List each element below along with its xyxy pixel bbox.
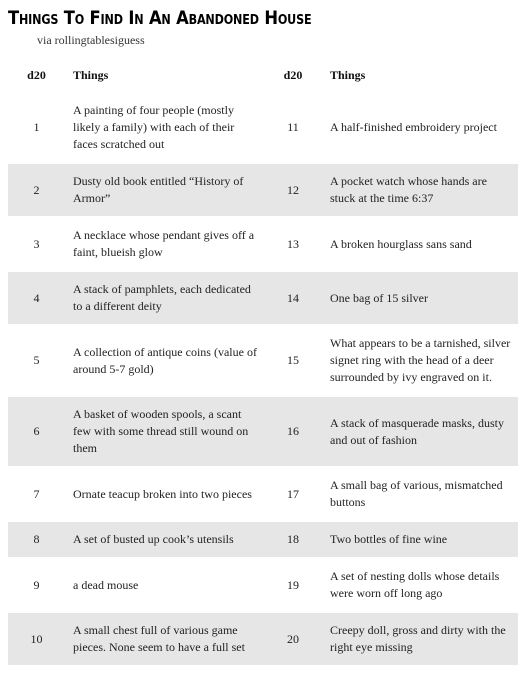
roll-number: 8 [8,521,65,558]
thing-text: A stack of pamphlets, each dedicated to a different deity [65,271,264,325]
roll-number: 2 [8,163,65,217]
things-table [8,60,518,667]
thing-text: A small bag of various, mismatched buttons [322,467,518,521]
roll-number: 4 [8,271,65,325]
page-title: Things To Find In An Abandoned House [8,7,312,29]
header-things-right: Things [330,68,366,82]
thing-text: Two bottles of fine wine [322,521,518,558]
thing-text: A pocket watch whose hands are stuck at the time 6:37 [322,163,518,217]
roll-number: 14 [264,271,322,325]
table-row [8,521,518,558]
thing-text: A necklace whose pendant gives off a faint, blueish glow [65,217,264,271]
table-row [8,558,518,612]
table-header-row [8,60,518,93]
thing-text: a dead mouse [65,558,264,612]
roll-number: 12 [264,163,322,217]
thing-text: A half-finished embroidery project [322,93,518,163]
roll-number: 17 [264,467,322,521]
header-die-left: d20 [27,68,46,82]
roll-number: 18 [264,521,322,558]
roll-number: 1 [8,93,65,163]
thing-text: Creepy doll, gross and dirty with the right eye missing [322,612,518,666]
table-row [8,163,518,217]
thing-text: Dusty old book entitled “History of Armor” [65,163,264,217]
table-row [8,612,518,666]
table-row [8,396,518,467]
table-row [8,217,518,271]
roll-number: 6 [8,396,65,467]
thing-text: A set of nesting dolls whose details were worn off long ago [322,558,518,612]
roll-number: 7 [8,467,65,521]
thing-text: Ornate teacup broken into two pieces [65,467,264,521]
thing-text: A collection of antique coins (value of around 5-7 gold) [65,325,264,396]
roll-number: 5 [8,325,65,396]
table-row [8,271,518,325]
source-credit: via rollingtablesiguess [37,33,145,47]
thing-text: A basket of wooden spools, a scant few with some thread still wound on them [65,396,264,467]
thing-text: One bag of 15 silver [322,271,518,325]
header-things-left: Things [73,68,109,82]
roll-number: 3 [8,217,65,271]
roll-number: 10 [8,612,65,666]
roll-number: 9 [8,558,65,612]
roll-number: 19 [264,558,322,612]
roll-number: 13 [264,217,322,271]
roll-number: 16 [264,396,322,467]
table-row [8,467,518,521]
thing-text: What appears to be a tarnished, silver signet ring with the head of a deer surrounded by ivy engraved on it. [322,325,518,396]
table-row [8,325,518,396]
roll-number: 11 [264,93,322,163]
roll-number: 15 [264,325,322,396]
thing-text: A stack of masquerade masks, dusty and out of fashion [322,396,518,467]
thing-text: A painting of four people (mostly likely a family) with each of their faces scratched out [65,93,264,163]
table-row [8,93,518,163]
header-die-right: d20 [283,68,303,82]
roll-number: 20 [264,612,322,666]
thing-text: A small chest full of various game pieces. None seem to have a full set [65,612,264,666]
thing-text: A set of busted up cook’s utensils [65,521,264,558]
thing-text: A broken hourglass sans sand [322,217,518,271]
